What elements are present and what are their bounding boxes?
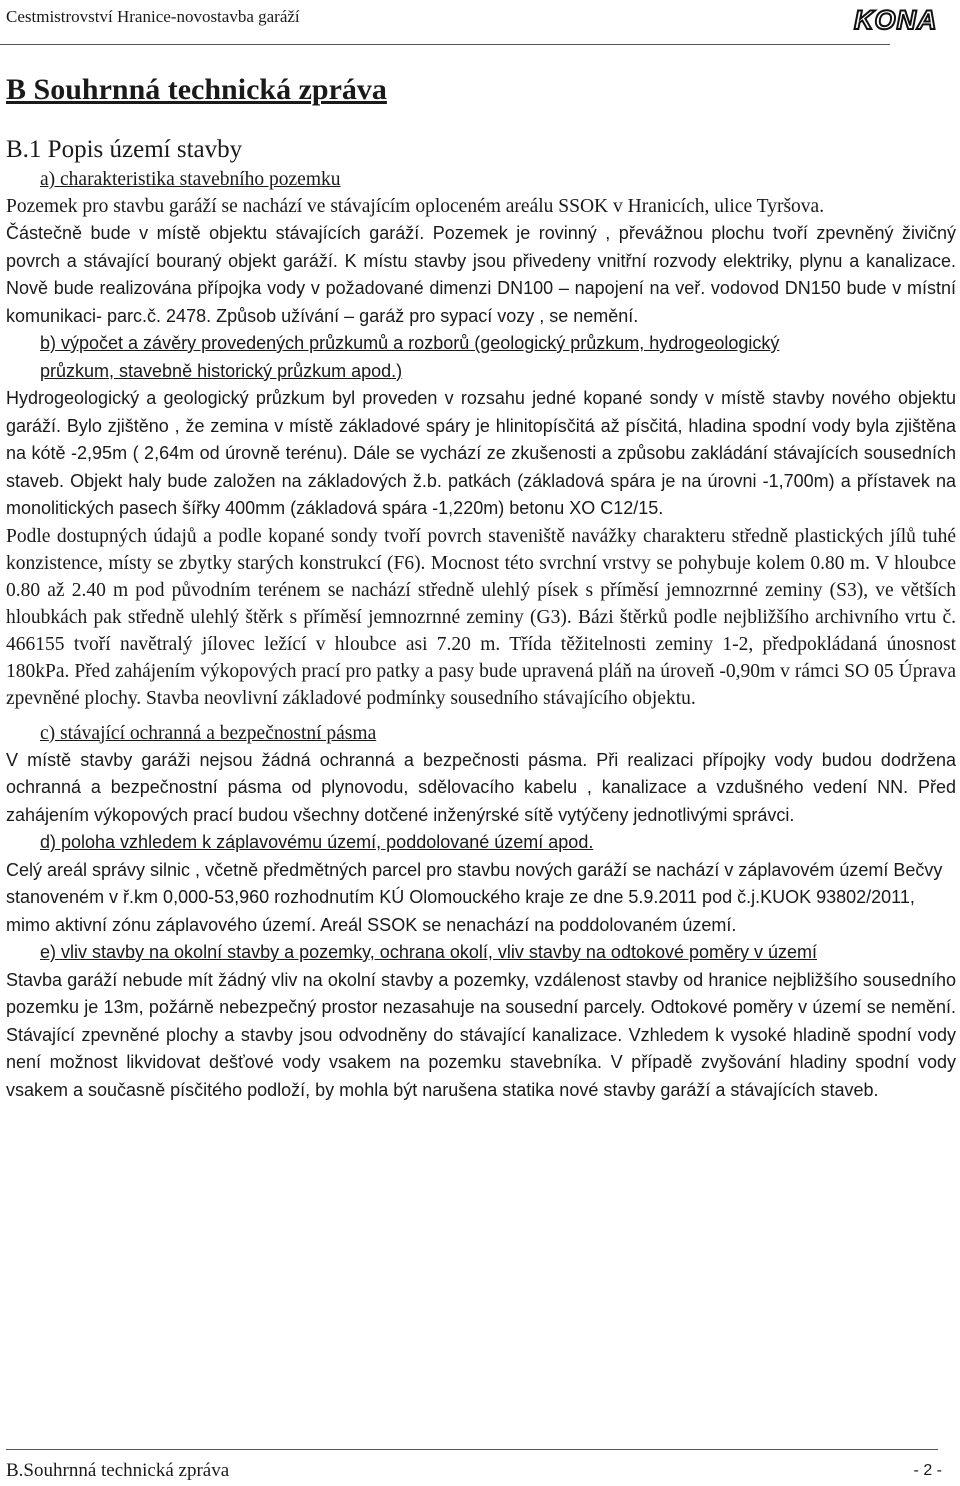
subsection-b-text-2: Podle dostupných údajů a podle kopané sondy tvoří povrch staveniště navážky charakteru středně plastických jílů tuhé konzistence, místy se zbytky starých konstrukcí (F6). Mocnost této svrchní vrstvy se pohybuje kolem 0.80 m. V hloubce 0.80 až 2.40 m pod původním terénem se nachází středně ulehlý písek s příměsí jemnozrnné zeminy (S3), ve větších hloubkách pak středně ulehlý štěrk s příměsí jemnozrnné zeminy (G3). Bázi štěrků podle nejbližšího archivního vrtu č. 466155 tvoří navětralý jílovec ležící v hloubce asi 7.20 m. Třída těžitelnosti zeminy 1-2, předpokládaná únosnost 180kPa. Před zahájením výkopových prací pro patky a pasy bude upravená pláň na úroveň -0,90m v rámci SO 05 Úprava zpevněné plochy. Stavba neovlivní základové podmínky sousedního stávajícího objektu. [6, 525, 956, 709]
page-number: - 2 - [913, 1462, 942, 1479]
subsection-e-title: e) vliv stavby na okolní stavby a pozemky, ochrana okolí, vliv stavby na odtokové poměry v území [40, 942, 818, 962]
subsection-a-text-2: Částečně bude v místě objektu stávajících garáží. Pozemek je rovinný , převážnou plochu tvoří zpevněný živičný povrch a stávající bouraný objekt garáží. K místu stavby jsou přivedeny vnitřní rozvody elektriky, plynu a kanalizace. Nově bude realizována přípojka vody v požadované dimenzi DN100 – napojení na veř. vodovod DN150 bude v místní komunikaci- parc.č. 2478. Způsob užívání – garáž pro sypací vozy , se nemění. [6, 223, 956, 326]
footer-rule [6, 1449, 938, 1450]
header-title: Cestmistrovství Hranice-novostavba garáží [6, 7, 300, 26]
section-title: B.1 Popis území stavby [6, 136, 243, 163]
subsection-a-text-1: Pozemek pro stavbu garáží se nachází ve stávajícím oploceném areálu SSOK v Hranicích, ulice Tyršova. [6, 196, 825, 217]
subsection-d-text: Celý areál správy silnic , včetně předmětných parcel pro stavbu nových garáží se nachází v záplavovém území Bečvy stanoveném v ř.km 0,000-53,960 rozhodnutím KÚ Olomouckého kraje ze dne 5.9.2011 pod č.j.KUOK 93802/2011, mimo aktivní zónu záplavového území. Areál SSOK se nenachází na poddolovaném území. [6, 859, 943, 935]
page-title: B Souhrnná technická zpráva [6, 73, 387, 106]
subsection-b-text-1: Hydrogeologický a geologický průzkum byl proveden v rozsahu jedné kopané sondy v místě stavby nového objektu garáží. Bylo zjištěno , že zemina v místě základové spáry je hlinitopísčitá až písčitá, hladina spodní vody byla zjištěna na kótě -2,95m ( 2,64m od úrovně terénu). Dále se vychází ze zkušenosti a způsobu zakládání stávajících sousedních staveb. Objekt haly bude založen na základových ž.b. patkách (základová spára je na úrovni -1,700m) a přístavek na monolitických pasech šířky 400mm (základová spára -1,220m) betonu XO C12/15. [6, 388, 956, 518]
subsection-e-text: Stavba garáží nebude mít žádný vliv na okolní stavby a pozemky, vzdálenost stavby od hranice nejbližšího sousedního pozemku je 13m, požárně nebezpečný prostor nezasahuje na sousední parcely. Odtokové poměry v území se nemění. Stávající zpevněné plochy a stavby jsou odvodněny do stávající kanalizace. Vzhledem k vysoké hladině spodní vody není možnost likvidovat dešťové vody vsakem na pozemku stavebníka. V případě zvyšování hladiny spodní vody vsakem a současně písčitého podloží, by mohla být narušena statika nové stavby garáží a stávajících staveb. [6, 969, 956, 1100]
page-header [6, 5, 938, 49]
subsection-c-text: V místě stavby garáži nejsou žádná ochranná a bezpečnosti pásma. Při realizaci přípojky vody budou dodržena ochranná a bezpečnostní pásma od plynovodu, sdělovacího kabelu , kanalizace a vzdušného vedení NN. Před zahájením výkopových prací budou všechny dotčené inženýrské sítě vytýčeny jednotlivými správci. [6, 749, 956, 825]
subsection-b-title: b) výpočet a závěry provedených průzkumů a rozborů (geologický průzkum, hydrogeologický průzkum, stavebně historický průzkum apod.) [40, 333, 780, 381]
kona-logo [852, 5, 952, 35]
document-body [6, 70, 956, 1104]
subsection-d-title: d) poloha vzhledem k záplavovému území, poddolované území apod. [40, 832, 594, 852]
header-rule [0, 44, 890, 45]
footer-title: B.Souhrnná technická zpráva [6, 1460, 230, 1481]
svg-text:KONA: KONA [854, 5, 938, 35]
subsection-a-title: a) charakteristika stavebního pozemku [40, 169, 341, 190]
subsection-c-title: c) stávající ochranná a bezpečnostní pásma [40, 722, 377, 744]
